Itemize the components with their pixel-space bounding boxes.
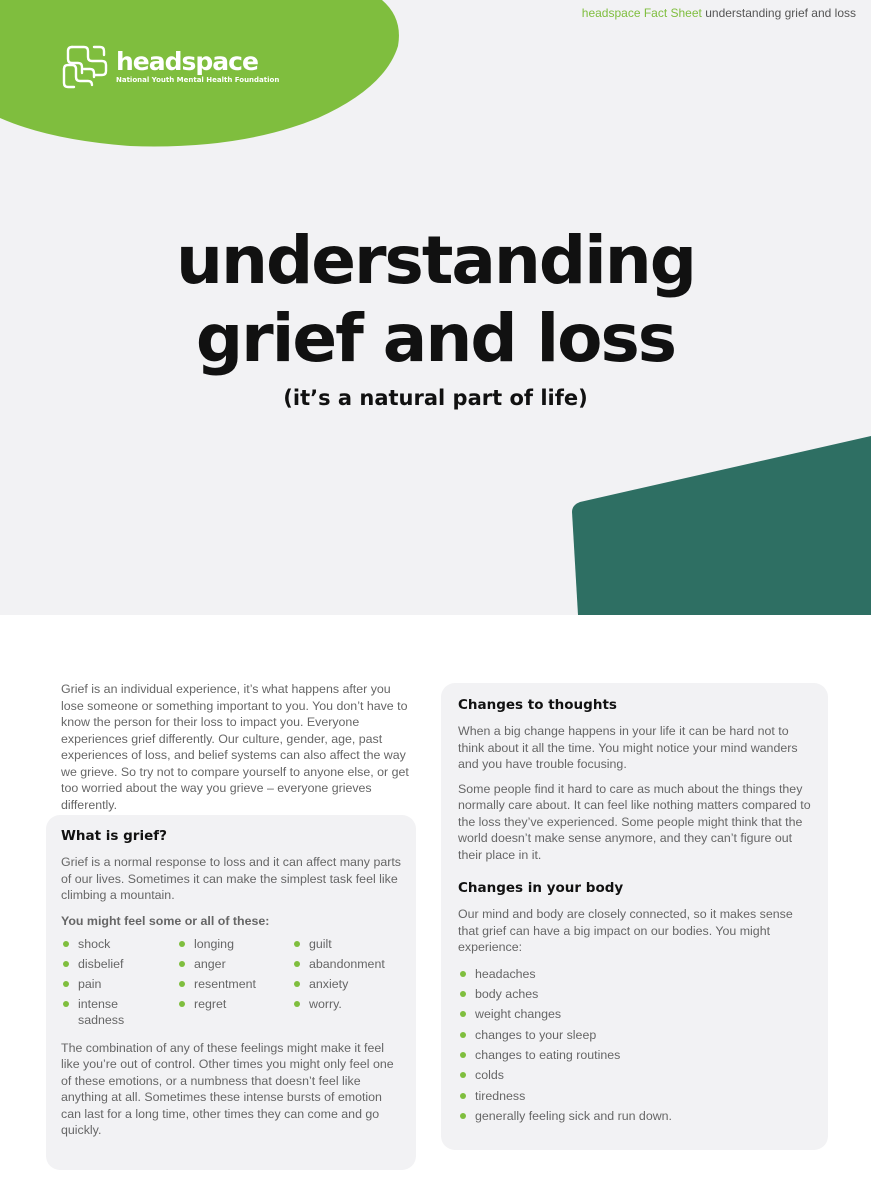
feeling-item: worry. bbox=[292, 996, 412, 1028]
body-change-item: tiredness bbox=[458, 1088, 811, 1104]
headspace-logo[interactable] bbox=[62, 43, 279, 89]
body-change-item: generally feeling sick and run down. bbox=[458, 1108, 811, 1124]
changes-thoughts-heading: Changes to thoughts bbox=[458, 697, 617, 713]
changes-body-paragraph: Our mind and body are closely connected, so it makes sense that grief can have a big impact on our bodies. You might experience: bbox=[458, 907, 793, 954]
body-change-item: changes to your sleep bbox=[458, 1027, 811, 1043]
what-is-grief-paragraph-1: Grief is a normal response to loss and it can affect many parts of our lives. Sometimes it can make the simplest task feel like climbing a mountain. bbox=[61, 855, 401, 902]
feeling-item: intense sadness bbox=[61, 996, 140, 1028]
logo-text bbox=[116, 48, 279, 85]
header-topic: understanding grief and loss bbox=[705, 6, 856, 20]
feeling-item: anger bbox=[177, 956, 292, 972]
feeling-item: disbelief bbox=[61, 956, 177, 972]
feeling-item: anxiety bbox=[292, 976, 412, 992]
page-title bbox=[0, 222, 871, 378]
body-change-item: weight changes bbox=[458, 1006, 811, 1022]
header-brand: headspace Fact Sheet bbox=[581, 6, 702, 20]
what-is-grief-card bbox=[46, 815, 416, 1170]
feelings-list bbox=[61, 936, 401, 1028]
what-is-grief-paragraph-2: The combination of any of these feelings might make it feel like you’re out of control. Other times you might only feel one of these emotions, or a numbness that doesn’t feel like anything at all. Sometimes these intense bursts of emotion can last for a long time, other times they can come and go quickly. bbox=[61, 1040, 394, 1137]
feeling-item: shock bbox=[61, 936, 177, 952]
changes-thoughts-paragraph-2: Some people find it hard to care as much about the things they normally care about. It can feel like nothing matters compared to the loss they’ve experienced. Some people might think that the world doesn’t make sense anymore, and they can’t figure out their place in it. bbox=[458, 781, 811, 862]
changes-card bbox=[441, 683, 828, 1150]
title-line-1: understanding bbox=[176, 222, 695, 299]
title-line-2: grief and loss bbox=[195, 300, 676, 377]
header-title bbox=[582, 6, 856, 20]
feelings-subheading: You might feel some or all of these: bbox=[61, 913, 270, 928]
logo-name: headspace bbox=[116, 46, 258, 76]
feeling-item: guilt bbox=[292, 936, 412, 952]
body-change-item: headaches bbox=[458, 966, 811, 982]
page-subtitle: (it’s a natural part of life) bbox=[283, 386, 588, 410]
body-change-item: changes to eating routines bbox=[458, 1047, 811, 1063]
what-is-grief-heading: What is grief? bbox=[61, 828, 167, 844]
intro-paragraph: Grief is an individual experience, it’s what happens after you lose someone or something important to you. You don’t have to know the person for their loss to impact you. Everyone experiences grief differently. Our culture, gender, age, past experiences of loss, and belief systems can also affect the way we grieve. So try not to compare yourself to anyone else, or get too worried about the way you grieve – everyone grieves differently. bbox=[61, 682, 409, 812]
logo-tagline: National Youth Mental Health Foundation bbox=[116, 75, 280, 84]
feeling-item: abandonment bbox=[292, 956, 412, 972]
feeling-item: longing bbox=[177, 936, 292, 952]
body-change-item: body aches bbox=[458, 986, 811, 1002]
changes-body-heading: Changes in your body bbox=[458, 880, 624, 896]
changes-thoughts-paragraph-1: When a big change happens in your life it can be hard not to think about it all the time. You might notice your mind wanders and you have trouble focusing. bbox=[458, 724, 798, 771]
body-change-item: colds bbox=[458, 1067, 811, 1083]
feeling-item: pain bbox=[61, 976, 177, 992]
feeling-item: resentment bbox=[177, 976, 292, 992]
headspace-logo-mark-icon bbox=[62, 43, 108, 89]
body-changes-list bbox=[458, 966, 811, 1125]
feeling-item: regret bbox=[177, 996, 292, 1028]
